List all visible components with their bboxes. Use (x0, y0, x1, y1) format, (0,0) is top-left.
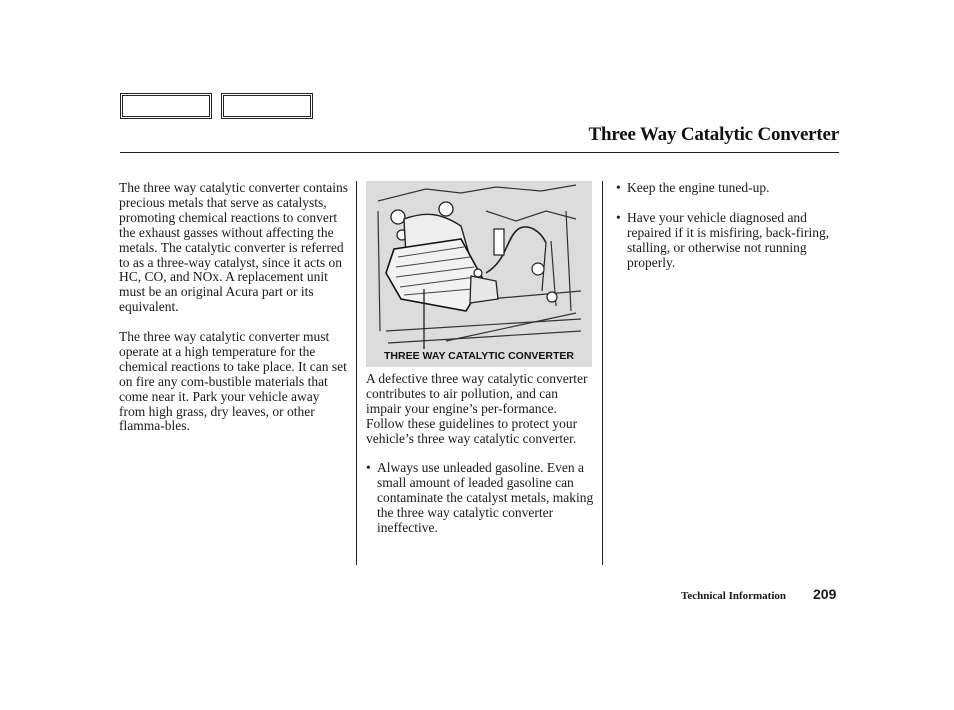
catalytic-converter-figure (366, 181, 592, 367)
column-divider-2 (602, 181, 603, 565)
bullet-marker: • (616, 209, 621, 225)
nav-tab-box-2[interactable] (221, 93, 313, 119)
paragraph-defective-converter: A defective three way catalytic converter contributes to air pollution, and can impair your engine’s per-formance. Follow these guidelines to protect your vehicle’s three way catalytic converter. (366, 371, 588, 446)
column-2 (366, 372, 596, 551)
bullet-text: Always use unleaded gasoline. Even a small amount of leaded gasoline can contaminate the catalyst metals, making the three way catalytic converter ineffective. (377, 460, 594, 536)
bullet-diagnosed-repaired (616, 211, 838, 271)
bullet-unleaded-gasoline (366, 461, 596, 536)
page-title: Three Way Catalytic Converter (588, 124, 839, 145)
catalytic-converter-illustration (366, 181, 592, 367)
paragraph-catalyst-description: The three way catalytic converter contains precious metals that serve as catalysts, promoting chemical reactions to convert the exhaust gasses without affecting the metals. The catalytic converter is referred to as a three-way catalyst, since it acts on HC, CO, and NOx. A replacement unit must be an original Acura part or its equivalent. (119, 180, 349, 315)
page-number: 209 (813, 586, 837, 602)
title-rule (120, 152, 839, 153)
column-3 (616, 181, 838, 285)
bullet-marker: • (616, 180, 621, 195)
column-1 (119, 181, 349, 449)
figure-caption: THREE WAY CATALYTIC CONVERTER (384, 350, 574, 362)
bullet-engine-tuned (616, 181, 838, 196)
bullet-text: Have your vehicle diagnosed and repaired if it is misfiring, back-firing, stalling, or otherwise not running properly. (627, 209, 830, 270)
bullet-text: Keep the engine tuned-up. (627, 180, 770, 195)
column-divider-1 (356, 181, 357, 565)
bullet-marker: • (366, 460, 371, 476)
footer-section-label: Technical Information (681, 590, 787, 602)
nav-tab-box-1[interactable] (120, 93, 212, 119)
paragraph-high-temperature: The three way catalytic converter must operate at a high temperature for the chemical reactions to take place. It can set on fire any com-bustible materials that come near it. Park your vehicle away from high grass, dry leaves, or other flamma-bles. (119, 329, 347, 434)
